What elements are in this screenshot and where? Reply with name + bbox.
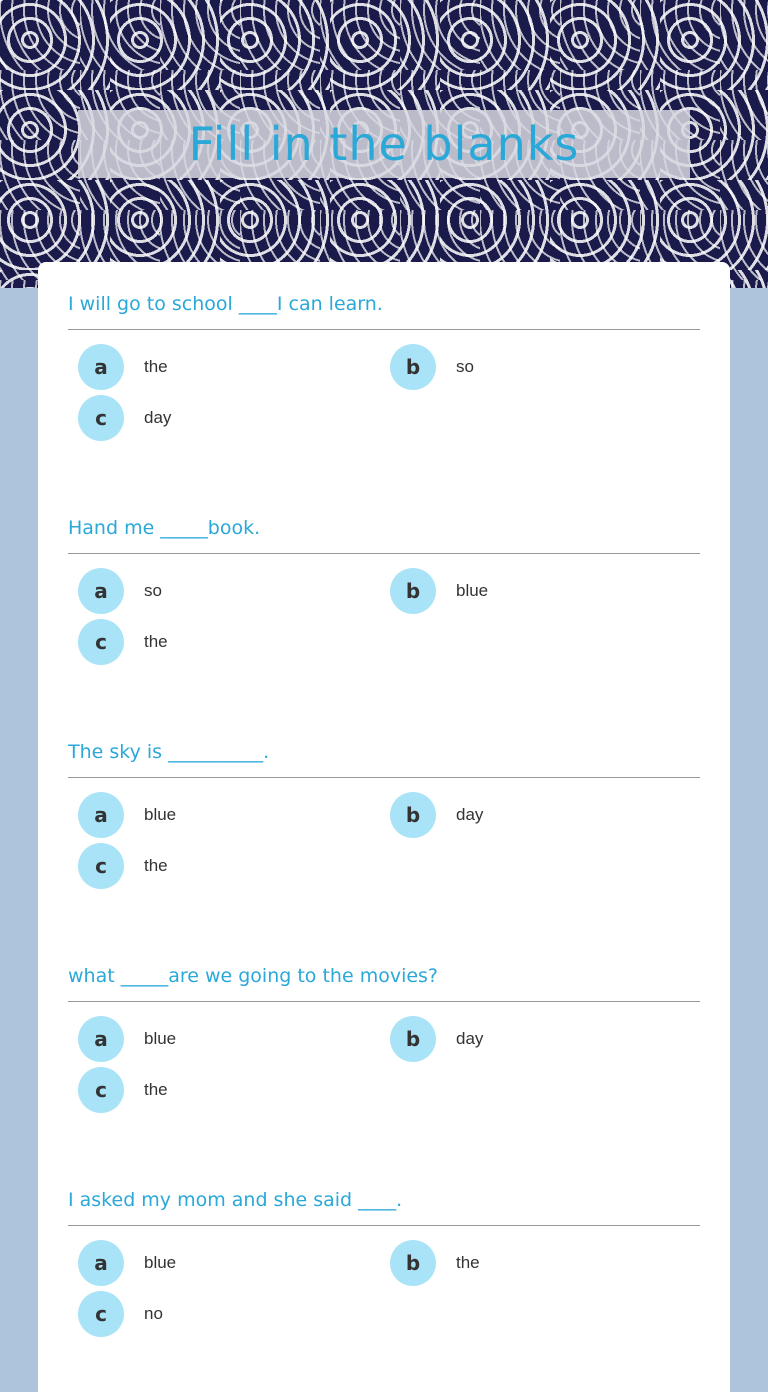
question-text: I will go to school ____I can learn. xyxy=(68,293,383,315)
option-text: so xyxy=(456,357,474,376)
answer-option-a[interactable] xyxy=(78,1016,176,1062)
option-letter-badge: b xyxy=(390,344,436,390)
option-text: blue xyxy=(144,1029,177,1048)
divider xyxy=(68,329,700,330)
option-text: the xyxy=(144,856,168,875)
answer-option-a[interactable] xyxy=(78,792,176,838)
question xyxy=(68,934,700,1102)
question-text: I asked my mom and she said ____. xyxy=(68,1189,403,1211)
option-text: blue xyxy=(144,1253,177,1272)
page-title: Fill in the blanks xyxy=(188,117,580,171)
answer-option-c[interactable] xyxy=(78,1067,168,1113)
divider xyxy=(68,777,700,778)
question xyxy=(68,1158,700,1326)
option-letter-badge: c xyxy=(78,395,124,441)
option-text: the xyxy=(144,1080,168,1099)
answer-option-a[interactable] xyxy=(78,568,162,614)
option-letter-badge: b xyxy=(390,568,436,614)
answer-option-b[interactable] xyxy=(390,568,488,614)
option-letter-badge: c xyxy=(78,1291,124,1337)
option-text: the xyxy=(456,1253,480,1272)
answer-option-c[interactable] xyxy=(78,843,168,889)
question xyxy=(68,262,700,430)
option-text: day xyxy=(456,805,484,824)
option-text: day xyxy=(144,408,172,427)
answer-option-c[interactable] xyxy=(78,619,168,665)
answer-option-b[interactable] xyxy=(390,1240,480,1286)
question-text: The sky is __________. xyxy=(68,741,270,763)
worksheet-card xyxy=(38,262,730,1392)
option-letter-badge: b xyxy=(390,792,436,838)
option-text: the xyxy=(144,357,168,376)
option-letter-badge: b xyxy=(390,1016,436,1062)
option-letter-badge: a xyxy=(78,792,124,838)
question xyxy=(68,486,700,654)
divider xyxy=(68,1225,700,1226)
option-letter-badge: a xyxy=(78,1240,124,1286)
divider xyxy=(68,1001,700,1002)
divider xyxy=(68,553,700,554)
option-letter-badge: c xyxy=(78,619,124,665)
question-text: what _____are we going to the movies? xyxy=(68,965,439,987)
option-letter-badge: b xyxy=(390,1240,436,1286)
answer-option-c[interactable] xyxy=(78,395,171,441)
answer-option-b[interactable] xyxy=(390,792,483,838)
option-text: blue xyxy=(456,581,489,600)
option-letter-badge: a xyxy=(78,568,124,614)
option-letter-badge: c xyxy=(78,843,124,889)
header-pattern-banner xyxy=(0,0,768,288)
title-band xyxy=(78,110,690,178)
option-text: no xyxy=(144,1304,163,1323)
option-letter-badge: a xyxy=(78,1016,124,1062)
answer-option-b[interactable] xyxy=(390,344,474,390)
option-letter-badge: a xyxy=(78,344,124,390)
answer-option-c[interactable] xyxy=(78,1291,163,1337)
option-letter-badge: c xyxy=(78,1067,124,1113)
option-text: so xyxy=(144,581,162,600)
option-text: blue xyxy=(144,805,177,824)
option-text: the xyxy=(144,632,168,651)
question-text: Hand me _____book. xyxy=(68,517,261,539)
answer-option-a[interactable] xyxy=(78,1240,176,1286)
answer-option-a[interactable] xyxy=(78,344,168,390)
answer-option-b[interactable] xyxy=(390,1016,483,1062)
question xyxy=(68,710,700,878)
option-text: day xyxy=(456,1029,484,1048)
